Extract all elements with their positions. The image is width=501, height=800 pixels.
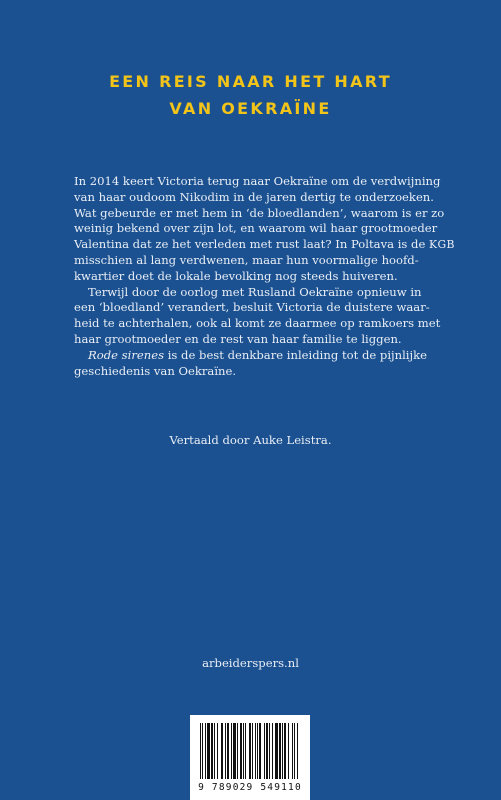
blurb-line: In 2014 keert Victoria terug naar Oekraïne om de verdwijning bbox=[74, 174, 441, 188]
blurb-line bbox=[74, 237, 455, 253]
blurb-line: een ‘bloedland’ verandert, besluit Victoria de duistere waar- bbox=[74, 300, 430, 315]
blurb-line: weinig bekend over zijn lot, en waarom wil haar grootmoeder bbox=[74, 221, 438, 236]
kgb-abbreviation: KGB bbox=[429, 238, 455, 252]
blurb-line bbox=[74, 348, 440, 364]
isbn-number: 9 789029 549110 bbox=[198, 782, 302, 793]
blurb-line: kwartier doet de lokale bevolking nog steeds huiveren. bbox=[74, 268, 398, 283]
headline-line-1: EEN REIS NAAR HET HART bbox=[109, 72, 392, 91]
blurb-line: heid te achterhalen, ook al komt ze daarmee op ramkoers met bbox=[74, 316, 441, 331]
blurb-text: is de best denkbare inleiding tot de pijnlijke bbox=[164, 347, 427, 362]
headline-line-2: VAN OEKRAÏNE bbox=[169, 99, 332, 118]
blurb bbox=[74, 174, 455, 379]
blurb-line: misschien al lang verdwenen, maar hun voormalige hoofd- bbox=[74, 252, 419, 267]
blurb-line: van haar oudoom Nikodim in de jaren dertig te onderzoeken. bbox=[74, 189, 434, 204]
isbn-barcode bbox=[190, 715, 310, 800]
blurb-line: haar grootmoeder en de rest van haar familie te liggen. bbox=[74, 331, 402, 346]
barcode-bars bbox=[200, 723, 300, 779]
translator-credit: Vertaald door Auke Leistra. bbox=[169, 433, 332, 447]
barcode-space bbox=[298, 723, 299, 779]
blurb-line: Terwijl door de oorlog met Rusland Oekraïne opnieuw in bbox=[88, 284, 422, 299]
blurb-line: Wat gebeurde er met hem in ‘de bloedlanden’, waarom is er zo bbox=[74, 205, 445, 220]
publisher-website[interactable]: arbeiderspers.nl bbox=[202, 656, 299, 670]
cover-headline bbox=[0, 68, 501, 122]
blurb-line: geschiedenis van Oekraïne. bbox=[74, 363, 237, 378]
book-title: Rode sirenes bbox=[88, 347, 165, 362]
blurb-text: Valentina dat ze het verleden met rust laat? In Poltava is de bbox=[74, 237, 430, 252]
